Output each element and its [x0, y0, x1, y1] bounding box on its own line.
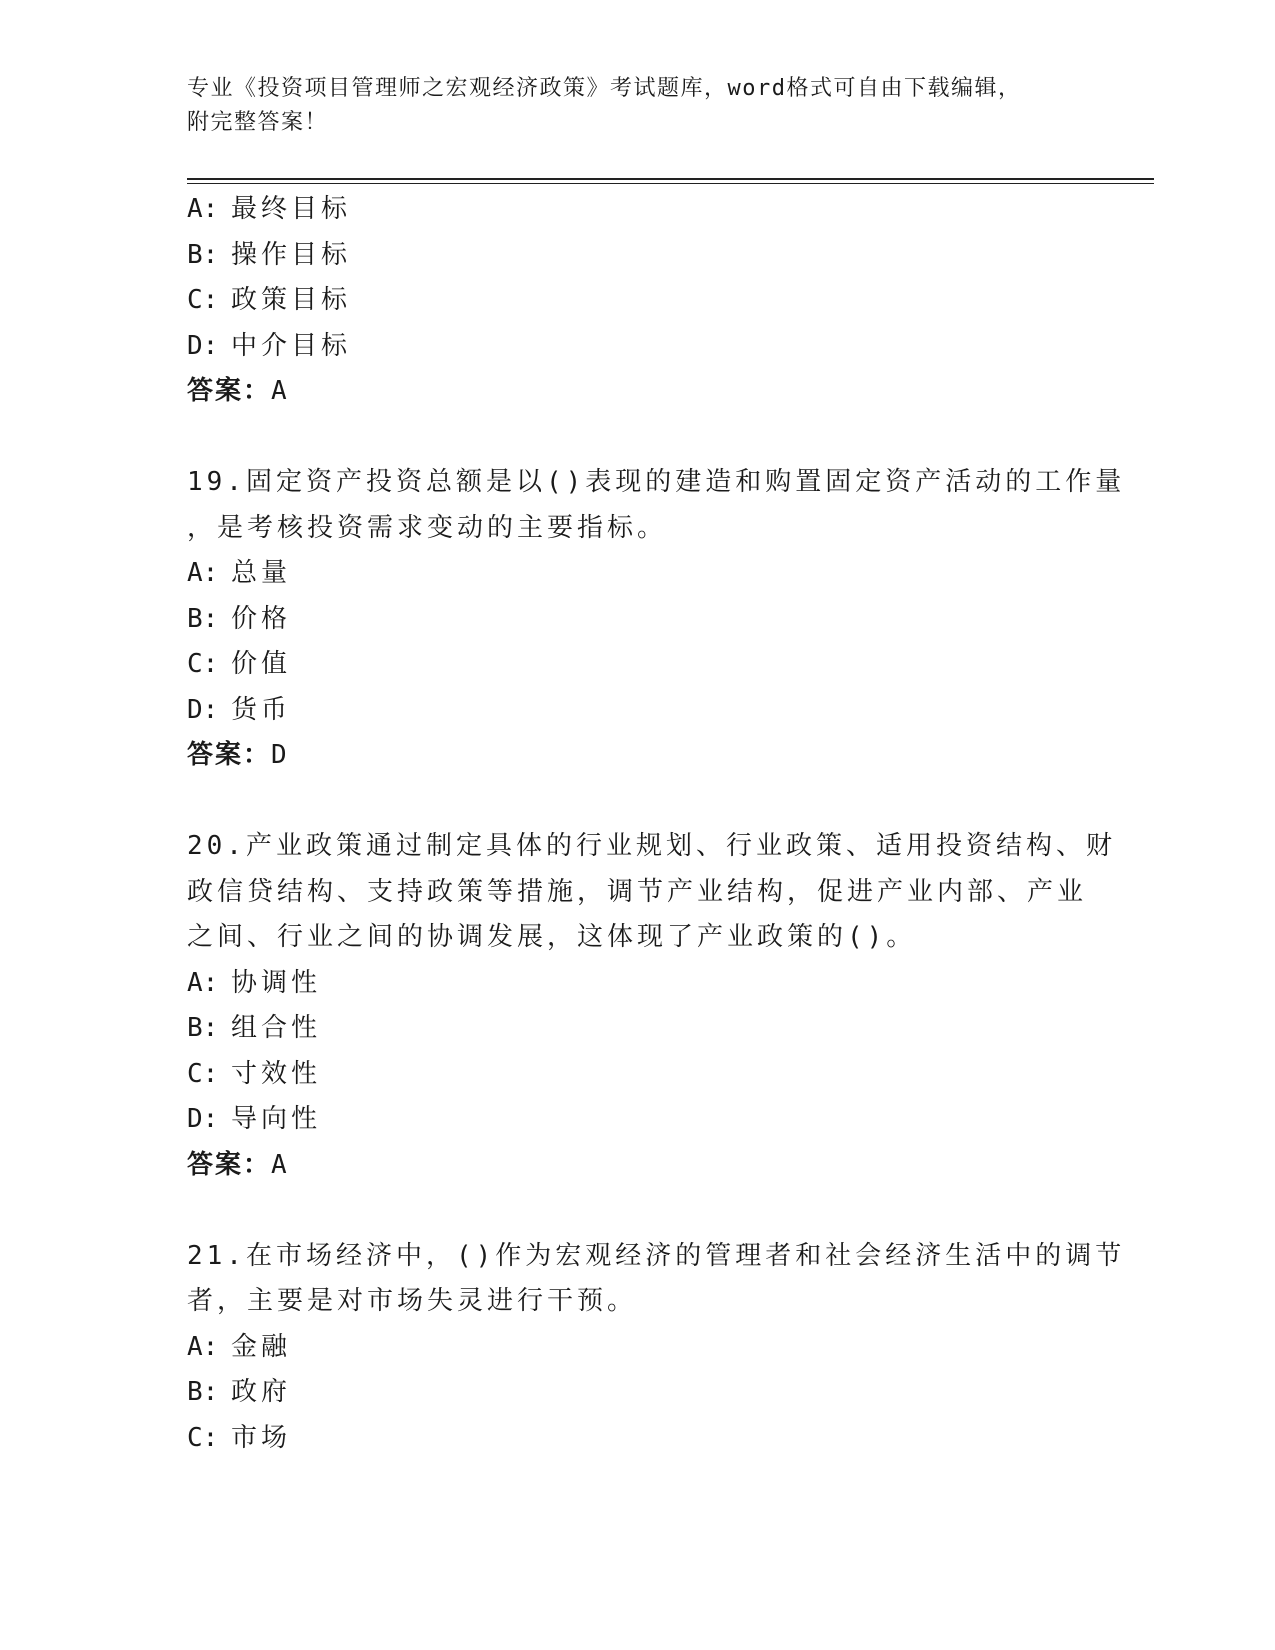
option-a — [187, 1325, 1087, 1371]
answer-value: A — [271, 376, 289, 406]
option-letter: A: — [187, 1331, 219, 1362]
option-text: 价格 — [231, 603, 292, 634]
option-text: 总量 — [231, 558, 292, 588]
page-header — [187, 72, 1087, 140]
option-letter: B: — [187, 239, 219, 270]
option-letter: C: — [187, 285, 219, 315]
option-text: 货币 — [231, 694, 292, 725]
question-19 — [187, 460, 1126, 779]
option-c — [187, 1052, 1087, 1098]
option-text: 政府 — [231, 1377, 292, 1407]
option-b — [187, 1370, 1087, 1416]
answer-value: A — [271, 1149, 289, 1180]
option-c — [187, 1416, 1087, 1462]
answer-line — [187, 733, 1087, 779]
question-list — [187, 187, 1126, 1461]
question-text-line: 之间、行业之间的协调发展，这体现了产业政策的()。 — [187, 922, 917, 952]
option-letter: C: — [187, 1422, 219, 1453]
option-letter: A: — [187, 194, 219, 224]
question-18 — [187, 187, 1087, 415]
question-text-line: 者，主要是对市场失灵进行干预。 — [187, 1286, 638, 1316]
option-text: 中介目标 — [231, 330, 352, 361]
option-text: 操作目标 — [231, 239, 352, 270]
answer-label: 答案： — [187, 376, 272, 406]
spacer — [187, 1188, 1087, 1234]
answer-value: D — [271, 740, 289, 770]
option-text: 最终目标 — [231, 194, 352, 224]
option-letter: D: — [187, 330, 219, 361]
option-c — [187, 642, 1087, 688]
option-letter: C: — [187, 1058, 219, 1089]
option-d — [187, 1097, 1087, 1143]
question-text-line: ，是考核投资需求变动的主要指标。 — [187, 512, 668, 543]
header-line-2: 附完整答案！ — [187, 110, 329, 135]
header-line-1: 专业《投资项目管理师之宏观经济政策》考试题库，word格式可自由下载编辑， — [187, 76, 1022, 101]
question-21 — [187, 1234, 1126, 1462]
option-d — [187, 324, 1087, 370]
option-letter: A: — [187, 967, 219, 998]
answer-line — [187, 1143, 1087, 1189]
spacer — [187, 415, 1087, 461]
question-text-line: 21.在市场经济中，()作为宏观经济的管理者和社会经济生活中的调节 — [187, 1240, 1126, 1271]
option-letter: D: — [187, 1104, 219, 1134]
answer-label: 答案： — [187, 1149, 272, 1180]
option-text: 寸效性 — [231, 1058, 322, 1089]
question-text-line: 政信贷结构、支持政策等措施，调节产业结构，促进产业内部、产业 — [187, 876, 1088, 907]
option-text: 市场 — [231, 1422, 292, 1453]
option-text: 金融 — [231, 1331, 292, 1362]
option-letter: B: — [187, 1377, 219, 1407]
option-a — [187, 551, 1087, 597]
answer-line — [187, 369, 1087, 415]
answer-label: 答案： — [187, 740, 272, 770]
question-text-line: 20.产业政策通过制定具体的行业规划、行业政策、适用投资结构、财 — [187, 831, 1116, 861]
option-b — [187, 597, 1087, 643]
option-d — [187, 688, 1087, 734]
option-text: 政策目标 — [231, 285, 352, 315]
option-letter: B: — [187, 1013, 219, 1043]
option-b — [187, 1006, 1087, 1052]
option-c — [187, 278, 1087, 324]
header-divider-thick — [187, 178, 1154, 180]
option-letter: A: — [187, 558, 219, 588]
header-divider-thin — [187, 183, 1154, 184]
question-text-line: 19.固定资产投资总额是以()表现的建造和购置固定资产活动的工作量 — [187, 467, 1126, 497]
option-letter: C: — [187, 649, 219, 679]
spacer — [187, 779, 1087, 825]
option-letter: D: — [187, 694, 219, 725]
option-letter: B: — [187, 603, 219, 634]
option-text: 导向性 — [231, 1104, 322, 1134]
option-b — [187, 233, 1087, 279]
option-a — [187, 187, 1087, 233]
option-text: 组合性 — [231, 1013, 322, 1043]
option-text: 协调性 — [231, 967, 322, 998]
option-text: 价值 — [231, 649, 292, 679]
question-20 — [187, 824, 1116, 1188]
option-a — [187, 961, 1087, 1007]
